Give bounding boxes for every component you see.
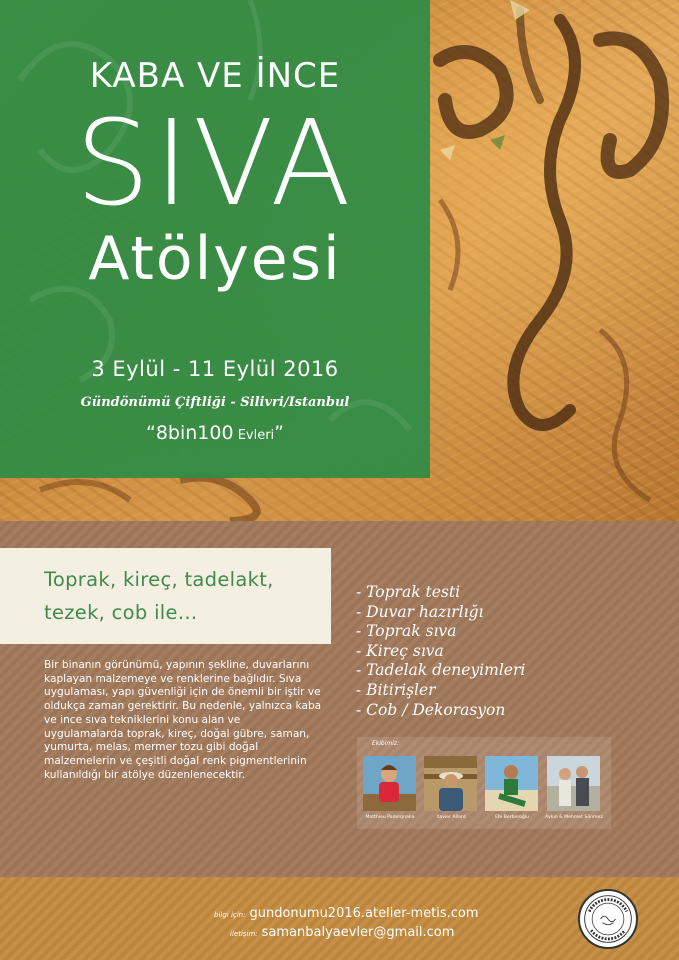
title-line-1: KABA VE İNCE [89, 56, 341, 96]
house-number: 8bin100 [155, 422, 234, 444]
intro-line-1: Toprak, kireç, tadelakt, [44, 568, 274, 591]
intro-line-2: tezek, cob ile... [44, 601, 198, 624]
topic-item: - Tadelak deneyimleri [356, 661, 526, 680]
quote-open: “ [145, 422, 156, 444]
topic-item: - Toprak testi [356, 583, 461, 601]
topic-item: - Bitirişler [356, 680, 436, 699]
info-label: bilgi için: [214, 911, 246, 919]
contact-label: iletişim: [230, 930, 258, 938]
house-name [0, 422, 430, 444]
title-line-3: Atölyesi [88, 224, 342, 294]
topic-list [356, 583, 525, 720]
member-photo-4 [547, 756, 600, 811]
member-photo-3 [485, 756, 538, 811]
topic-item: - Cob / Dekorasyon [356, 700, 506, 719]
house-suffix: Evleri [233, 428, 275, 443]
info-contact [214, 906, 479, 921]
member-name-3: Efe Berberoğlu [494, 815, 530, 820]
member-name-1: Matthieu Padergnana [365, 815, 415, 820]
event-location: Gündönümü Çiftliği - Silivri/Istanbul [80, 395, 350, 410]
event-dates: 3 Eylül - 11 Eylül 2016 [91, 357, 339, 381]
description: Bir binanın görünümü, yapının şekline, duvarlarını kaplayan malzemeye ve renklerine bağlıdır. Sıva uygulaması, yapı güvenliği için de önemli bir iştir ve oldukça zaman gerektirir. Bu nedenle, yalnızca kaba ve ince sıva tekniklerini konu alan ve uygulamalarda toprak, kireç, doğal gübre, saman, yumurta, melas, mermer tozu gibi doğal malzemelerin ve çeşitli doğal renk pigmentlerinin kullanıldığı bir atölye düzenlenecektir. [44, 659, 322, 781]
team-label: Ekibimiz: [372, 740, 400, 747]
title-line-2: SIVA [75, 94, 355, 232]
member-name-4: Aykın & Mehmet Sönmez [545, 815, 603, 820]
email-contact [230, 925, 454, 940]
topic-item: - Kireç sıva [356, 641, 444, 660]
email-link[interactable]: samanbalyaevler@gmail.com [261, 925, 455, 940]
member-name-2: Xavier Allard [436, 815, 466, 820]
intro-text [44, 563, 334, 629]
member-photo-2 [424, 756, 477, 811]
quote-close: ” [274, 422, 285, 444]
member-photo-1 [363, 756, 416, 811]
seal-logo [578, 889, 638, 949]
topic-item: - Toprak sıva [356, 622, 457, 641]
topic-item: - Duvar hazırlığı [356, 602, 484, 621]
info-link[interactable]: gundonumu2016.atelier-metis.com [249, 906, 479, 921]
